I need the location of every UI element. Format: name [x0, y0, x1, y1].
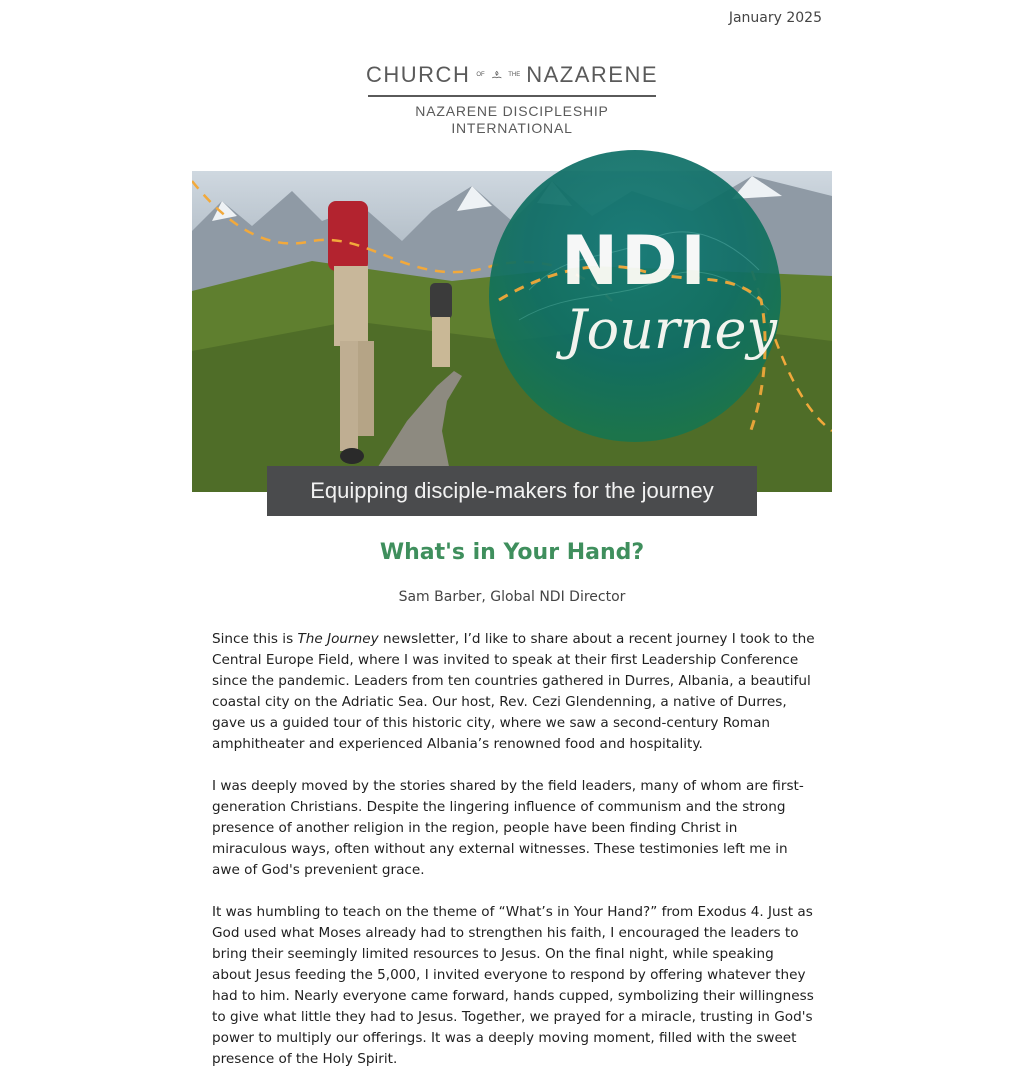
paragraph-text: newsletter, I’d like to share about a recent journey I took to the Central Europe Field, where I was invited to speak at their first Leadership Conference since the pandemic. Leaders from ten countries gathered in Durres, Albania, a beautiful coastal city on the Adriatic Sea. Our host, Rev. Cezi Glendenning, a native of Durres, gave us a guided tour of this historic city, where we saw a second-century Roman amphitheater and experienced Albania’s renowned food and hospitality. — [212, 631, 815, 752]
journey-wordmark: Journey — [565, 298, 777, 361]
logo-divider — [368, 95, 656, 97]
logo-wordmark — [366, 58, 658, 92]
article-paragraph-3: It was humbling to teach on the theme of “What’s in Your Hand?” from Exodus 4. Just as God used what Moses already had to strengthen his faith, I encouraged the leaders to bring their seemingly limited resources to Jesus. On the final night, while speaking about Jesus feeding the 5,000, I invited everyone to respond by offering whatever they had to him. Nearly everyone came forward, hands cupped, symbolizing their willingness to give what little they had to Jesus. Together, we prayed for a miracle, trusting in God's power to multiply our offerings. It was a deeply moving moment, filled with the sweet presence of the Holy Spirit. — [212, 904, 814, 1067]
tagline-text: Equipping disciple-makers for the journey — [310, 478, 714, 503]
article-title: What's in Your Hand? — [379, 540, 645, 565]
logo-subtitle-line-1: NAZARENE DISCIPLESHIP — [415, 103, 609, 119]
article-paragraph-2: I was deeply moved by the stories shared by the field leaders, many of whom are first-generation Christians. Despite the lingering influence of communism and the strong presence of another religion in the region, people have been finding Christ in miraculous ways, often without any external witnesses. These testimonies left me in awe of God's prevenient grace. — [212, 778, 804, 878]
logo-church-text: CHURCH — [366, 62, 471, 87]
article-body — [212, 629, 816, 1091]
ndi-wordmark: NDI — [561, 222, 709, 301]
paragraph-text: Since this is — [212, 631, 298, 647]
logo-of-text: OF — [476, 72, 485, 78]
hiker-far — [430, 283, 452, 367]
newsletter-name-emphasis: The Journey — [297, 631, 379, 647]
logo-nazarene-text: NAZARENE — [526, 62, 658, 87]
tagline-banner — [267, 466, 757, 516]
logo-subtitle-line-2: INTERNATIONAL — [451, 120, 573, 136]
issue-date: January 2025 — [728, 10, 822, 26]
article-byline: Sam Barber, Global NDI Director — [398, 589, 626, 605]
article-paragraph-1 — [212, 629, 816, 755]
church-of-the-nazarene-logo — [366, 58, 658, 137]
ndi-journey-badge — [489, 150, 781, 442]
logo-the-text: THE — [508, 72, 521, 78]
flame-book-icon — [491, 58, 503, 92]
